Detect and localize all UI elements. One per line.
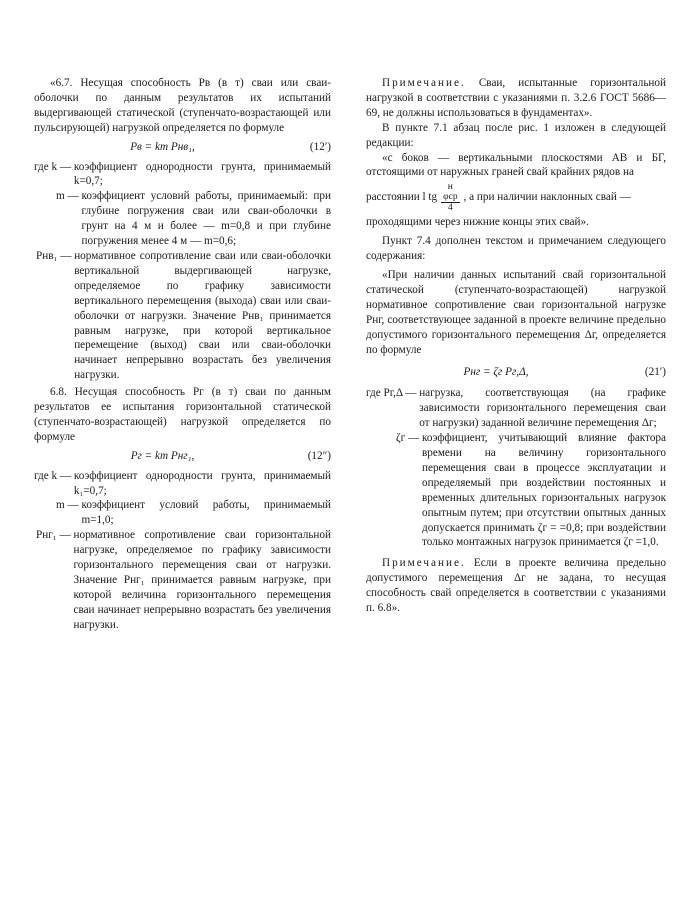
definition-text: коэффициент, учитывающий влияние фактора времени на величину горизонтального перемещения сваи в процессе эксплуатации и определяемый при воздействии постоянных и временных длительных горизонтальных нагрузок опытным путем; при отсутствии опытных данных допускается принимать ζг = =0,8; при воздействии только монтажных нагрузок принимается ζг =1,0. (422, 432, 666, 549)
paragraph-7-4: Пункт 7.4 дополнен текстом и примечанием следующего содержания: (366, 235, 666, 263)
fraction-superscript: н (447, 182, 453, 193)
right-column (366, 76, 666, 616)
note-label: Примечание. (382, 77, 466, 89)
definition-key: Pнг₁ — (36, 529, 71, 542)
definition-text: коэффициент условий работы, принимаемый: при глубине погружения сваи или сваи-оболочки в грунт на 4 м и более — m=0,8 и при глубине погружения менее 4 м — m=0,6; (81, 190, 331, 248)
paragraph-7-1-end: проходящими через нижние концы этих свай». (366, 216, 589, 229)
definition-text: нагрузка, соответствующая (на графике зависимости горизонтального перемещения сваи от нагрузки) заданной величине перемещения Δг; (419, 387, 666, 430)
tangent-fraction (441, 182, 459, 213)
note-2 (366, 556, 666, 616)
definition-key: где Pг,Δ — (366, 387, 417, 400)
tangent-suffix: , а при наличии наклонных свай — (463, 191, 631, 204)
tangent-line (366, 182, 666, 213)
definition-text: нормативное сопротивление сваи горизонтальной нагрузке, определяемое по графику зависимости горизонтального перемещения сваи от нагрузки. Значение Pнг₁ принимается равным нагрузке, при которой величина горизонтального перемещения сваи начинает непрерывно возрастать без увеличения нагрузки. (73, 529, 331, 631)
formula-12-prime (34, 140, 331, 155)
note-1 (366, 76, 666, 121)
definition-key: m — (56, 190, 79, 203)
definition-key: где k — (34, 469, 72, 482)
formula-12-double-prime (34, 449, 331, 464)
paragraph-7-1-quote: «с боков — вертикальными плоскостями АВ и БГ, отстоящими от наружных граней свай крайних рядов на (366, 151, 666, 179)
definition-m (34, 189, 331, 249)
paragraph-6-7: «6.7. Несущая способность Pв (в т) сваи или сваи-оболочки по данным результатов их испытаний выдергивающей статической (ступенчато-возрастающей или пульсирующей) нагрузкой определяется по формуле (34, 77, 331, 134)
definition-key: ζг — (396, 432, 420, 445)
definition-text: коэффициент условий работы, принимаемый m=1,0; (81, 499, 331, 527)
formula-text: Pнг = ζг Pг,Δ, (463, 365, 529, 378)
definition-p-v1 (34, 249, 331, 383)
definition-text: нормативное сопротивление сваи или сваи-оболочки вертикальной выдергивающей нагрузке, определяемое по графику зависимости вертикального перемещения (выхода) сваи или сваи-оболочки от нагрузки. Значение Pнв₁ принимается равным нагрузке, при которой вертикальное перемещение (выход) сваи или сваи-оболочки начинает непрерывно возрастать без увеличения нагрузки. (74, 249, 331, 382)
definition-k-2 (34, 469, 331, 499)
formula-text: Pг = km Pнг₁, (130, 449, 195, 462)
note-text: Сваи, испытанные горизонтальной нагрузкой в соответствии с указаниями п. 3.2.6 ГОСТ 5686—69, не должны использоваться в фундаментах». (366, 77, 667, 119)
fraction-denominator: 4 (447, 203, 453, 214)
definition-p-g-delta (366, 386, 666, 431)
definition-key: m — (56, 499, 79, 512)
definition-text: коэффициент однородности грунта, принимаемый k₁=0,7; (73, 469, 331, 497)
note-text: Если в проекте величина предельно допустимого перемещения Δг не задана, то несущая способность свай определяется в соответствии с указаниями п. 6.8». (366, 557, 666, 615)
formula-21-prime (366, 365, 666, 380)
formula-number: (12″) (307, 449, 331, 462)
definition-m-2 (34, 498, 331, 528)
formula-text: Pв = km Pнв₁, (130, 140, 195, 153)
formula-number: (21′) (644, 365, 666, 378)
definition-p-g1 (34, 528, 331, 632)
tangent-prefix: расстоянии l tg (366, 191, 438, 204)
definition-key: где k — (34, 160, 72, 173)
formula-number: (12′) (309, 140, 331, 153)
note-label: Примечание. (382, 557, 466, 570)
paragraph-7-1: В пункте 7.1 абзац после рис. 1 изложен в следующей редакции: (366, 121, 666, 149)
definition-text: коэффициент однородности грунта, принимаемый k=0,7; (73, 160, 331, 188)
definition-zeta (366, 431, 666, 550)
fraction-numerator: φср (443, 192, 458, 203)
definition-k (34, 160, 331, 190)
paragraph-6-8: 6.8. Несущая способность Pг (в т) сваи по данным результатов ее испытания горизонтальной статической (ступенчато-возрастающей) нагрузкой определяется по формуле (34, 386, 331, 443)
definition-key: Pнв₁ — (36, 249, 72, 262)
paragraph-7-4-quote: «При наличии данных испытаний свай горизонтальной статической (ступенчато-возрастающей) нагрузкой нормативное сопротивление сваи горизонтальной нагрузке Pнг, соответствующее заданной в проекте величине предельно допустимого горизонтального перемещения Δг, определяется по формуле (366, 269, 666, 356)
left-column (34, 76, 331, 633)
